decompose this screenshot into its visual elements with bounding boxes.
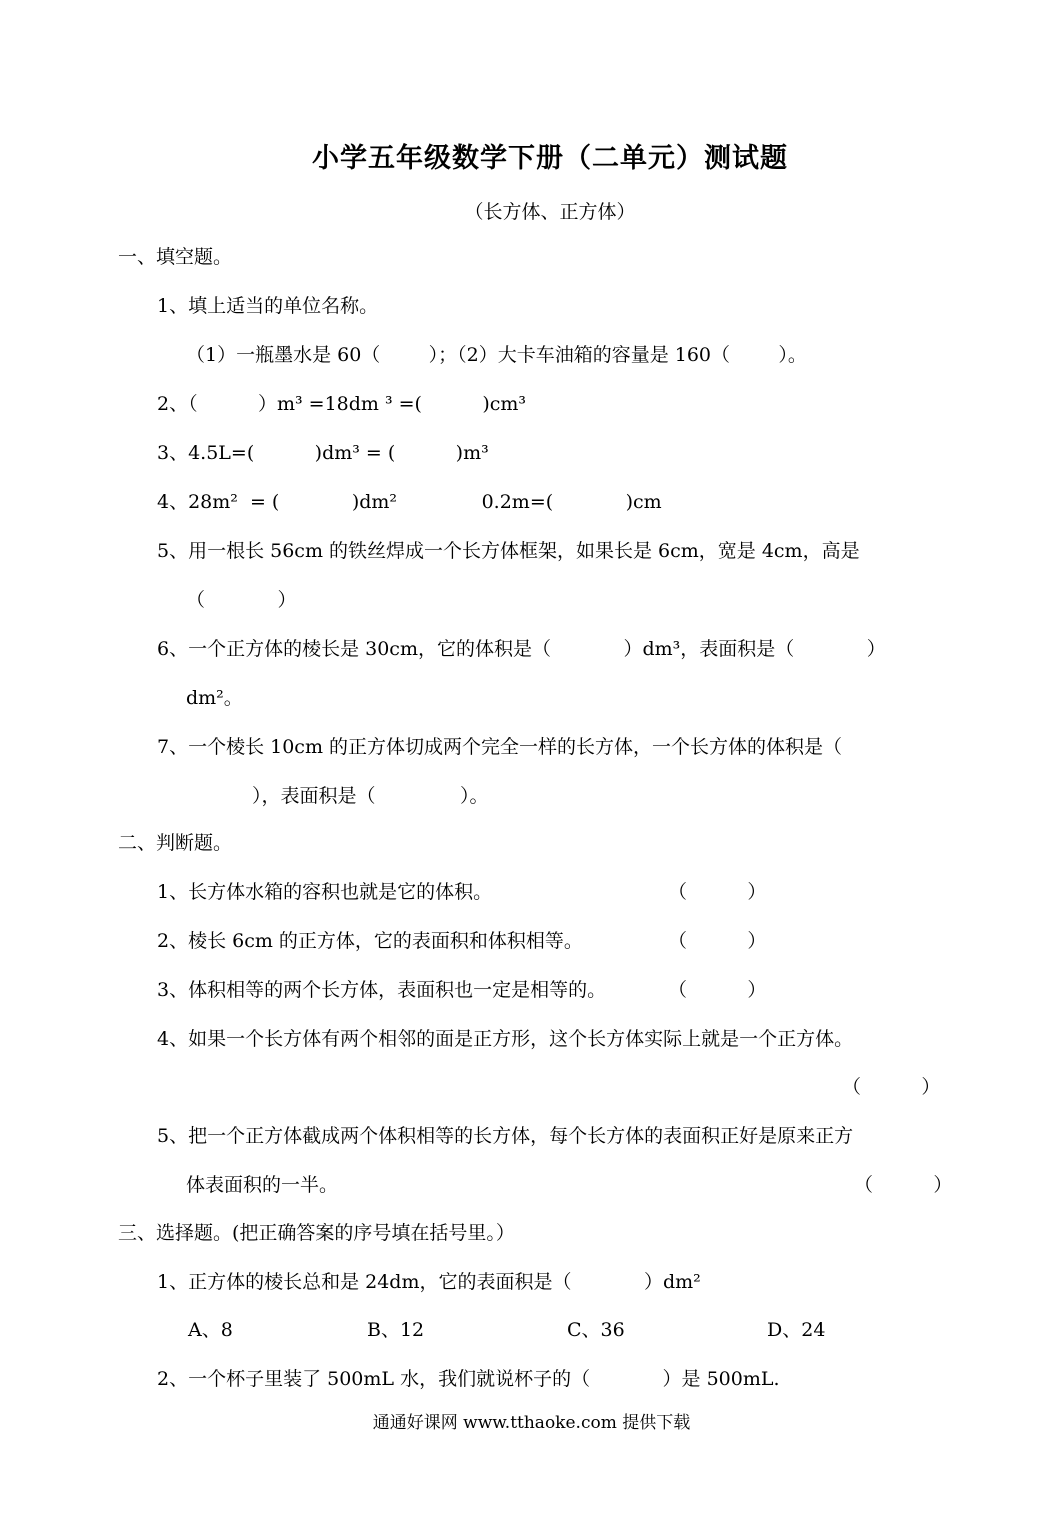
- fill-question-1: 1、填上适当的单位名称。: [157, 295, 379, 317]
- fill-question-3: 3、4.5L=( )dm³ = ( )m³: [157, 442, 489, 464]
- judge-answer-bracket-3: （ ）: [668, 979, 767, 1001]
- fill-question-4: 4、28m² = ( )dm² 0.2m=( )cm: [157, 491, 662, 513]
- fill-question-5-blank: （ ）: [186, 589, 297, 611]
- judge-answer-bracket-5: （ ）: [854, 1174, 953, 1196]
- page-title: 小学五年级数学下册（二单元）测试题: [312, 143, 788, 174]
- choice-question-1: 1、正方体的棱长总和是 24dm，它的表面积是（ ）dm²: [157, 1271, 701, 1293]
- page-subtitle: （长方体、正方体）: [464, 201, 636, 223]
- fill-question-6: 6、一个正方体的棱长是 30cm，它的体积是（ ）dm³，表面积是（ ）: [157, 638, 886, 660]
- fill-question-6-unit: dm²。: [186, 687, 243, 709]
- choice-option-d: D、24: [767, 1319, 826, 1341]
- fill-question-7: 7、一个棱长 10cm 的正方体切成两个完全一样的长方体，一个长方体的体积是（: [157, 736, 843, 758]
- judge-question-4: 4、如果一个长方体有两个相邻的面是正方形，这个长方体实际上就是一个正方体。: [157, 1028, 854, 1050]
- choice-option-b: B、12: [367, 1319, 425, 1341]
- fill-question-2: 2、（ ）m³ =18dm ³ =( )cm³: [157, 393, 527, 415]
- fill-question-7-cont: ），表面积是（ ）。: [252, 785, 489, 807]
- judge-question-5-cont: 体表面积的一半。: [186, 1174, 339, 1196]
- judge-answer-bracket-1: （ ）: [668, 881, 767, 903]
- judge-question-1: 1、长方体水箱的容积也就是它的体积。: [157, 881, 493, 903]
- choice-question-2: 2、一个杯子里装了 500mL 水，我们就说杯子的（ ）是 500mL.: [157, 1368, 780, 1390]
- judge-answer-bracket-4: （ ）: [842, 1076, 941, 1098]
- section-heading-choice: 三、选择题。(把正确答案的序号填在括号里。）: [118, 1222, 515, 1244]
- section-heading-judge: 二、判断题。: [118, 832, 233, 854]
- choice-option-a: A、8: [188, 1319, 233, 1341]
- page-footer: 通通好课网 www.tthaoke.com 提供下载: [372, 1413, 691, 1433]
- judge-question-5: 5、把一个正方体截成两个体积相等的长方体，每个长方体的表面积正好是原来正方: [157, 1125, 854, 1147]
- fill-question-5: 5、用一根长 56cm 的铁丝焊成一个长方体框架，如果长是 6cm，宽是 4cm，高是: [157, 540, 860, 562]
- choice-option-c: C、36: [567, 1319, 625, 1341]
- judge-answer-bracket-2: （ ）: [668, 930, 767, 952]
- judge-question-2: 2、棱长 6cm 的正方体，它的表面积和体积相等。: [157, 930, 583, 952]
- fill-question-1-parts: （1）一瓶墨水是 60（ ）；（2）大卡车油箱的容量是 160（ ）。: [186, 344, 807, 366]
- section-heading-fill: 一、填空题。: [118, 246, 233, 268]
- judge-question-3: 3、体积相等的两个长方体，表面积也一定是相等的。: [157, 979, 607, 1001]
